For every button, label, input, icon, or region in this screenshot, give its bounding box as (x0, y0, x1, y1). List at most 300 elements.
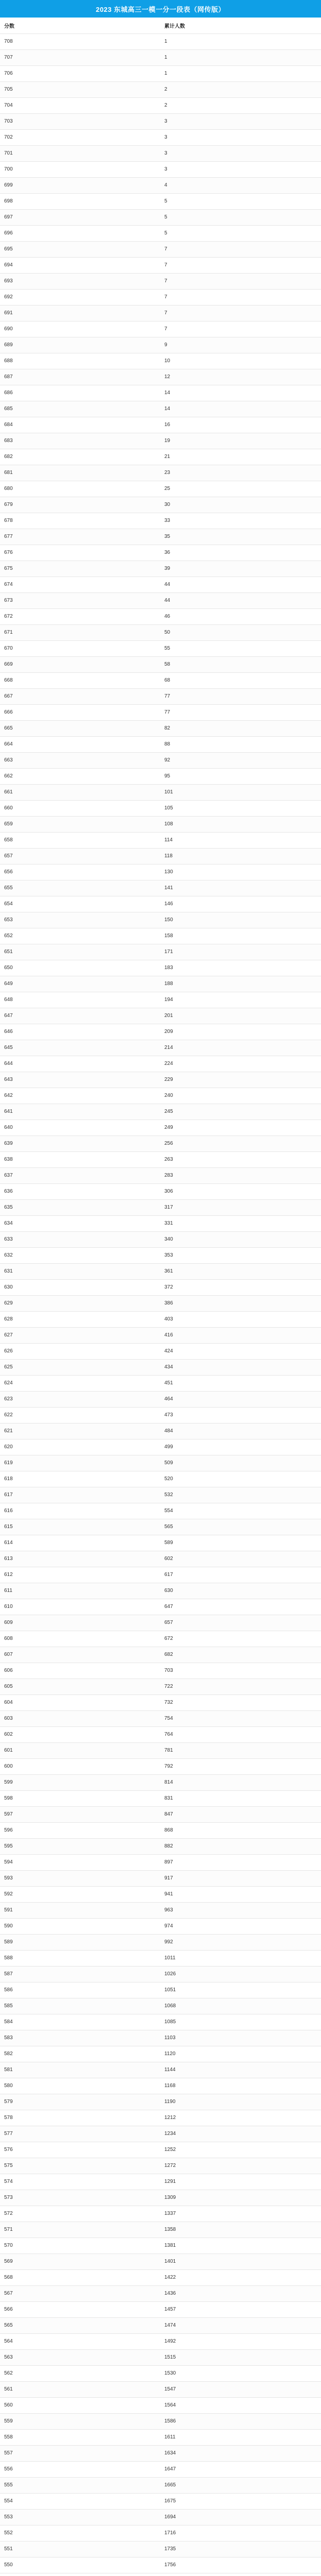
table-row (0, 1024, 321, 1040)
score-cell: 660 (0, 800, 160, 816)
score-cell: 575 (0, 2158, 160, 2174)
cumulative-count-cell: 209 (160, 1024, 321, 1040)
cumulative-count-cell: 5 (160, 225, 321, 241)
table-row (0, 481, 321, 497)
score-cell: 688 (0, 353, 160, 369)
cumulative-count-cell: 1436 (160, 2285, 321, 2301)
score-cell: 649 (0, 976, 160, 992)
score-cell: 664 (0, 736, 160, 752)
cumulative-count-cell: 50 (160, 624, 321, 640)
cumulative-count-cell: 1474 (160, 2317, 321, 2333)
score-cell: 564 (0, 2333, 160, 2349)
score-cell: 617 (0, 1487, 160, 1503)
cumulative-count-cell: 1675 (160, 2493, 321, 2509)
table-row (0, 241, 321, 257)
cumulative-count-cell: 847 (160, 1806, 321, 1822)
table-row (0, 1311, 321, 1327)
column-header-score: 分数 (0, 18, 160, 33)
table-row (0, 2301, 321, 2317)
table-row (0, 2317, 321, 2333)
table-row (0, 1902, 321, 1918)
score-cell: 612 (0, 1567, 160, 1583)
cumulative-count-cell: 1190 (160, 2094, 321, 2110)
cumulative-count-cell: 1358 (160, 2222, 321, 2238)
table-row (0, 1631, 321, 1647)
score-cell: 568 (0, 2269, 160, 2285)
score-cell: 644 (0, 1056, 160, 1072)
cumulative-count-cell: 77 (160, 704, 321, 720)
cumulative-count-cell: 44 (160, 577, 321, 592)
cumulative-count-cell: 672 (160, 1631, 321, 1647)
table-row (0, 1694, 321, 1710)
table-row (0, 561, 321, 577)
score-cell: 686 (0, 385, 160, 401)
cumulative-count-cell: 14 (160, 401, 321, 417)
score-cell: 626 (0, 1343, 160, 1359)
score-cell: 574 (0, 2174, 160, 2190)
score-cell: 605 (0, 1679, 160, 1694)
table-row (0, 433, 321, 449)
cumulative-count-cell: 7 (160, 241, 321, 257)
table-row (0, 49, 321, 65)
score-cell: 594 (0, 1854, 160, 1870)
cumulative-count-cell: 1515 (160, 2349, 321, 2365)
score-cell: 629 (0, 1295, 160, 1311)
cumulative-count-cell: 416 (160, 1327, 321, 1343)
score-cell: 563 (0, 2349, 160, 2365)
score-cell: 560 (0, 2397, 160, 2413)
table-row (0, 257, 321, 273)
score-cell: 648 (0, 992, 160, 1008)
table-row (0, 129, 321, 145)
score-cell: 628 (0, 1311, 160, 1327)
table-row (0, 1551, 321, 1567)
cumulative-count-cell: 974 (160, 1918, 321, 1934)
score-cell: 592 (0, 1886, 160, 1902)
cumulative-count-cell: 2 (160, 97, 321, 113)
cumulative-count-cell: 5 (160, 193, 321, 209)
table-row (0, 1663, 321, 1679)
table-row (0, 928, 321, 944)
score-cell: 627 (0, 1327, 160, 1343)
table-row (0, 1120, 321, 1136)
score-cell: 703 (0, 113, 160, 129)
table-row (0, 1567, 321, 1583)
table-row (0, 417, 321, 433)
score-cell: 588 (0, 1950, 160, 1966)
table-row (0, 2269, 321, 2285)
score-cell: 582 (0, 2046, 160, 2062)
table-row (0, 2174, 321, 2190)
table-row (0, 449, 321, 465)
table-row (0, 800, 321, 816)
cumulative-count-cell: 331 (160, 1215, 321, 1231)
table-row (0, 2477, 321, 2493)
table-body (0, 33, 321, 2573)
cumulative-count-cell: 33 (160, 513, 321, 529)
cumulative-count-cell: 263 (160, 1151, 321, 1167)
cumulative-count-cell: 361 (160, 1263, 321, 1279)
cumulative-count-cell: 3 (160, 113, 321, 129)
cumulative-count-cell: 1756 (160, 2557, 321, 2573)
score-cell: 618 (0, 1471, 160, 1487)
score-cell: 642 (0, 1088, 160, 1104)
cumulative-count-cell: 118 (160, 848, 321, 864)
score-cell: 593 (0, 1870, 160, 1886)
cumulative-count-cell: 3 (160, 145, 321, 161)
cumulative-count-cell: 703 (160, 1663, 321, 1679)
table-row (0, 529, 321, 545)
cumulative-count-cell: 1694 (160, 2509, 321, 2525)
table-row (0, 720, 321, 736)
cumulative-count-cell: 95 (160, 768, 321, 784)
cumulative-count-cell: 1457 (160, 2301, 321, 2317)
table-row (0, 1806, 321, 1822)
score-cell: 622 (0, 1407, 160, 1423)
cumulative-count-cell: 1634 (160, 2445, 321, 2461)
score-cell: 646 (0, 1024, 160, 1040)
score-cell: 613 (0, 1551, 160, 1567)
cumulative-count-cell: 240 (160, 1088, 321, 1104)
cumulative-count-cell: 464 (160, 1391, 321, 1407)
cumulative-count-cell: 1026 (160, 1966, 321, 1982)
score-cell: 679 (0, 497, 160, 513)
score-cell: 556 (0, 2461, 160, 2477)
cumulative-count-cell: 647 (160, 1599, 321, 1615)
cumulative-count-cell: 386 (160, 1295, 321, 1311)
table-row (0, 1774, 321, 1790)
score-cell: 584 (0, 2014, 160, 2030)
table-row (0, 1167, 321, 1183)
table-row (0, 321, 321, 337)
score-cell: 587 (0, 1966, 160, 1982)
score-cell: 697 (0, 209, 160, 225)
cumulative-count-cell: 16 (160, 417, 321, 433)
table-row (0, 848, 321, 864)
table-row (0, 768, 321, 784)
table-row (0, 2030, 321, 2046)
cumulative-count-cell: 1103 (160, 2030, 321, 2046)
cumulative-count-cell: 101 (160, 784, 321, 800)
table-row (0, 1247, 321, 1263)
cumulative-count-cell: 1272 (160, 2158, 321, 2174)
cumulative-count-cell: 792 (160, 1758, 321, 1774)
table-row (0, 640, 321, 656)
cumulative-count-cell: 1586 (160, 2413, 321, 2429)
table-row (0, 1647, 321, 1663)
cumulative-count-cell: 77 (160, 688, 321, 704)
score-cell: 702 (0, 129, 160, 145)
cumulative-count-cell: 917 (160, 1870, 321, 1886)
score-cell: 569 (0, 2253, 160, 2269)
score-cell: 621 (0, 1423, 160, 1439)
score-cell: 567 (0, 2285, 160, 2301)
table-row (0, 1327, 321, 1343)
score-cell: 636 (0, 1183, 160, 1199)
score-cell: 678 (0, 513, 160, 529)
score-cell: 675 (0, 561, 160, 577)
cumulative-count-cell: 201 (160, 1008, 321, 1024)
score-cell: 635 (0, 1199, 160, 1215)
score-cell: 595 (0, 1838, 160, 1854)
table-row (0, 1726, 321, 1742)
score-cell: 607 (0, 1647, 160, 1663)
cumulative-count-cell: 1 (160, 33, 321, 49)
score-cell: 633 (0, 1231, 160, 1247)
cumulative-count-cell: 630 (160, 1583, 321, 1599)
score-cell: 693 (0, 273, 160, 289)
table-row (0, 2222, 321, 2238)
table-row (0, 145, 321, 161)
table-row (0, 2158, 321, 2174)
table-row (0, 944, 321, 960)
cumulative-count-cell: 1735 (160, 2541, 321, 2557)
score-cell: 699 (0, 177, 160, 193)
cumulative-count-cell: 1120 (160, 2046, 321, 2062)
score-cell: 576 (0, 2142, 160, 2158)
table-row (0, 1679, 321, 1694)
table-row (0, 752, 321, 768)
table-row (0, 2126, 321, 2142)
table-row (0, 2509, 321, 2525)
cumulative-count-cell: 158 (160, 928, 321, 944)
cumulative-count-cell: 340 (160, 1231, 321, 1247)
table-row (0, 864, 321, 880)
score-cell: 586 (0, 1982, 160, 1998)
table-header-row (0, 18, 321, 33)
cumulative-count-cell: 46 (160, 608, 321, 624)
table-row (0, 113, 321, 129)
score-cell: 619 (0, 1455, 160, 1471)
cumulative-count-cell: 12 (160, 369, 321, 385)
cumulative-count-cell: 317 (160, 1199, 321, 1215)
score-cell: 551 (0, 2541, 160, 2557)
score-cell: 615 (0, 1519, 160, 1535)
score-cell: 566 (0, 2301, 160, 2317)
table-row (0, 1279, 321, 1295)
score-cell: 706 (0, 65, 160, 81)
table-row (0, 1503, 321, 1519)
cumulative-count-cell: 249 (160, 1120, 321, 1136)
table-row (0, 1263, 321, 1279)
cumulative-count-cell: 353 (160, 1247, 321, 1263)
cumulative-count-cell: 58 (160, 656, 321, 672)
score-cell: 651 (0, 944, 160, 960)
cumulative-count-cell: 499 (160, 1439, 321, 1455)
table-row (0, 401, 321, 417)
score-cell: 656 (0, 864, 160, 880)
cumulative-count-cell: 7 (160, 321, 321, 337)
score-cell: 579 (0, 2094, 160, 2110)
score-cell: 596 (0, 1822, 160, 1838)
table-row (0, 2014, 321, 2030)
table-row (0, 1183, 321, 1199)
cumulative-count-cell: 283 (160, 1167, 321, 1183)
cumulative-count-cell: 1051 (160, 1982, 321, 1998)
table-row (0, 1231, 321, 1247)
score-cell: 637 (0, 1167, 160, 1183)
table-row (0, 1758, 321, 1774)
table-row (0, 209, 321, 225)
cumulative-count-cell: 814 (160, 1774, 321, 1790)
score-cell: 585 (0, 1998, 160, 2014)
cumulative-count-cell: 1068 (160, 1998, 321, 2014)
cumulative-count-cell: 1168 (160, 2078, 321, 2094)
score-cell: 616 (0, 1503, 160, 1519)
table-row (0, 97, 321, 113)
score-cell: 671 (0, 624, 160, 640)
cumulative-count-cell: 92 (160, 752, 321, 768)
score-cell: 583 (0, 2030, 160, 2046)
cumulative-count-cell: 882 (160, 1838, 321, 1854)
cumulative-count-cell: 831 (160, 1790, 321, 1806)
score-cell: 700 (0, 161, 160, 177)
score-cell: 692 (0, 289, 160, 305)
score-cell: 559 (0, 2413, 160, 2429)
score-cell: 645 (0, 1040, 160, 1056)
table-row (0, 896, 321, 912)
score-cell: 558 (0, 2429, 160, 2445)
table-row (0, 2190, 321, 2206)
score-cell: 630 (0, 1279, 160, 1295)
cumulative-count-cell: 1234 (160, 2126, 321, 2142)
cumulative-count-cell: 194 (160, 992, 321, 1008)
cumulative-count-cell: 229 (160, 1072, 321, 1088)
score-cell: 682 (0, 449, 160, 465)
table-row (0, 305, 321, 321)
table-row (0, 2238, 321, 2253)
table-row (0, 816, 321, 832)
table-row (0, 736, 321, 752)
table-row (0, 1742, 321, 1758)
cumulative-count-cell: 306 (160, 1183, 321, 1199)
cumulative-count-cell: 1011 (160, 1950, 321, 1966)
score-cell: 639 (0, 1136, 160, 1151)
cumulative-count-cell: 21 (160, 449, 321, 465)
table-row (0, 784, 321, 800)
table-row (0, 2078, 321, 2094)
table-row (0, 577, 321, 592)
score-cell: 589 (0, 1934, 160, 1950)
cumulative-count-cell: 7 (160, 257, 321, 273)
score-cell: 604 (0, 1694, 160, 1710)
cumulative-count-cell: 4 (160, 177, 321, 193)
score-cell: 704 (0, 97, 160, 113)
cumulative-count-cell: 82 (160, 720, 321, 736)
score-cell: 570 (0, 2238, 160, 2253)
score-cell: 707 (0, 49, 160, 65)
cumulative-count-cell: 68 (160, 672, 321, 688)
cumulative-count-cell: 7 (160, 273, 321, 289)
cumulative-count-cell: 424 (160, 1343, 321, 1359)
table-row (0, 2206, 321, 2222)
table-row (0, 465, 321, 481)
cumulative-count-cell: 3 (160, 161, 321, 177)
cumulative-count-cell: 35 (160, 529, 321, 545)
cumulative-count-cell: 1716 (160, 2525, 321, 2541)
score-cell: 632 (0, 1247, 160, 1263)
table-row (0, 1998, 321, 2014)
table-row (0, 1056, 321, 1072)
score-cell: 690 (0, 321, 160, 337)
score-cell: 578 (0, 2110, 160, 2126)
cumulative-count-cell: 1381 (160, 2238, 321, 2253)
cumulative-count-cell: 7 (160, 305, 321, 321)
table-row (0, 177, 321, 193)
cumulative-count-cell: 1611 (160, 2429, 321, 2445)
score-cell: 634 (0, 1215, 160, 1231)
score-cell: 624 (0, 1375, 160, 1391)
score-cell: 687 (0, 369, 160, 385)
table-row (0, 1375, 321, 1391)
table-row (0, 2094, 321, 2110)
cumulative-count-cell: 141 (160, 880, 321, 896)
score-cell: 638 (0, 1151, 160, 1167)
score-cell: 652 (0, 928, 160, 944)
cumulative-count-cell: 9 (160, 337, 321, 353)
cumulative-count-cell: 3 (160, 129, 321, 145)
score-cell: 577 (0, 2126, 160, 2142)
table-row (0, 880, 321, 896)
table-row (0, 2349, 321, 2365)
score-cell: 601 (0, 1742, 160, 1758)
score-cell: 654 (0, 896, 160, 912)
score-cell: 599 (0, 1774, 160, 1790)
score-cell: 608 (0, 1631, 160, 1647)
cumulative-count-cell: 451 (160, 1375, 321, 1391)
table-row (0, 1710, 321, 1726)
score-cell: 677 (0, 529, 160, 545)
cumulative-count-cell: 372 (160, 1279, 321, 1295)
score-cell: 662 (0, 768, 160, 784)
table-row (0, 1136, 321, 1151)
table-row (0, 960, 321, 976)
table-row (0, 193, 321, 209)
page-title: 2023 东城高三一模一分一段表（网传版） (0, 0, 321, 18)
cumulative-count-cell: 473 (160, 1407, 321, 1423)
score-cell: 684 (0, 417, 160, 433)
score-cell: 611 (0, 1583, 160, 1599)
score-cell: 572 (0, 2206, 160, 2222)
score-cell: 580 (0, 2078, 160, 2094)
table-row (0, 2381, 321, 2397)
table-row (0, 1982, 321, 1998)
table-row (0, 608, 321, 624)
score-cell: 562 (0, 2365, 160, 2381)
table-row (0, 2062, 321, 2078)
cumulative-count-cell: 1647 (160, 2461, 321, 2477)
cumulative-count-cell: 602 (160, 1551, 321, 1567)
score-cell: 701 (0, 145, 160, 161)
cumulative-count-cell: 30 (160, 497, 321, 513)
table-row (0, 672, 321, 688)
score-cell: 640 (0, 1120, 160, 1136)
score-cell: 590 (0, 1918, 160, 1934)
cumulative-count-cell: 25 (160, 481, 321, 497)
cumulative-count-cell: 114 (160, 832, 321, 848)
cumulative-count-cell: 36 (160, 545, 321, 561)
cumulative-count-cell: 5 (160, 209, 321, 225)
table-row (0, 1519, 321, 1535)
score-cell: 708 (0, 33, 160, 49)
score-cell: 600 (0, 1758, 160, 1774)
score-cell: 598 (0, 1790, 160, 1806)
table-row (0, 273, 321, 289)
cumulative-count-cell: 130 (160, 864, 321, 880)
table-row (0, 2365, 321, 2381)
cumulative-count-cell: 589 (160, 1535, 321, 1551)
table-row (0, 2493, 321, 2509)
